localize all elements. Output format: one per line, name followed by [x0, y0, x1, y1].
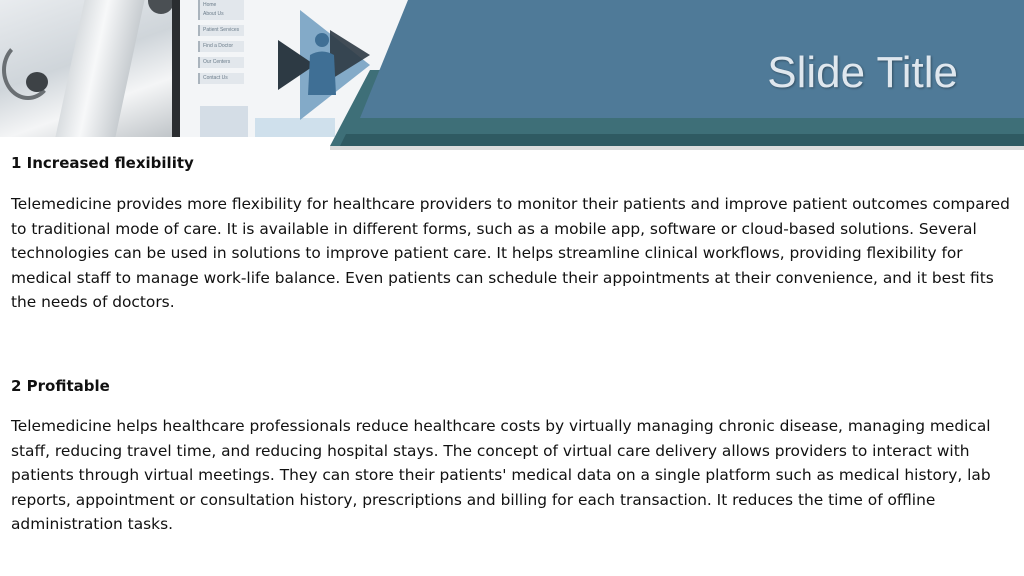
slide-header [0, 0, 1024, 150]
website-image-strip [255, 118, 335, 137]
website-nav-item: Patient Services [198, 25, 244, 36]
website-nav-item: Our Centers [198, 57, 244, 68]
section-heading: 1 Increased flexibility [11, 154, 194, 172]
stethoscope-tube [2, 40, 54, 100]
doctor-photo [0, 0, 175, 137]
section-body: Telemedicine helps healthcare professionals reduce healthcare costs by virtually managing chronic disease, managing medical staff, reducing travel time, and reducing hospital stays. The concept of virtual care delivery allows providers to interact with patients through virtual meetings. They can store their patients' medical data on a single platform such as medical history, lab reports, appointment or consultation history, prescriptions and billing for each transaction. It reduces the time of offline administration tasks. [11, 417, 991, 533]
website-nav-item: About Us [198, 9, 244, 20]
website-hotline-box [200, 106, 248, 137]
section-heading: 2 Profitable [11, 377, 110, 395]
stethoscope-icon [26, 72, 48, 92]
monitor-bezel [172, 0, 180, 137]
website-nav-item: Home [198, 0, 244, 11]
website-nav-item: Find a Doctor [198, 41, 244, 52]
website-nav-item: Contact Us [198, 73, 244, 84]
lab-coat-fold [55, 0, 144, 137]
slide-title: Slide Title [767, 48, 958, 97]
section-body: Telemedicine provides more flexibility for healthcare providers to monitor their patients and improve patient outcomes compared to traditional mode of care. It is available in different forms, such as a mobile app, software or cloud-based solutions. Several technologies can be used in solutions to improve patient care. It helps streamline clinical workflows, providing flexibility for medical staff to manage work-life balance. Even patients can schedule their appointments at their convenience, and it best fits the needs of doctors. [11, 195, 1010, 311]
stethoscope-chestpiece [148, 0, 174, 14]
